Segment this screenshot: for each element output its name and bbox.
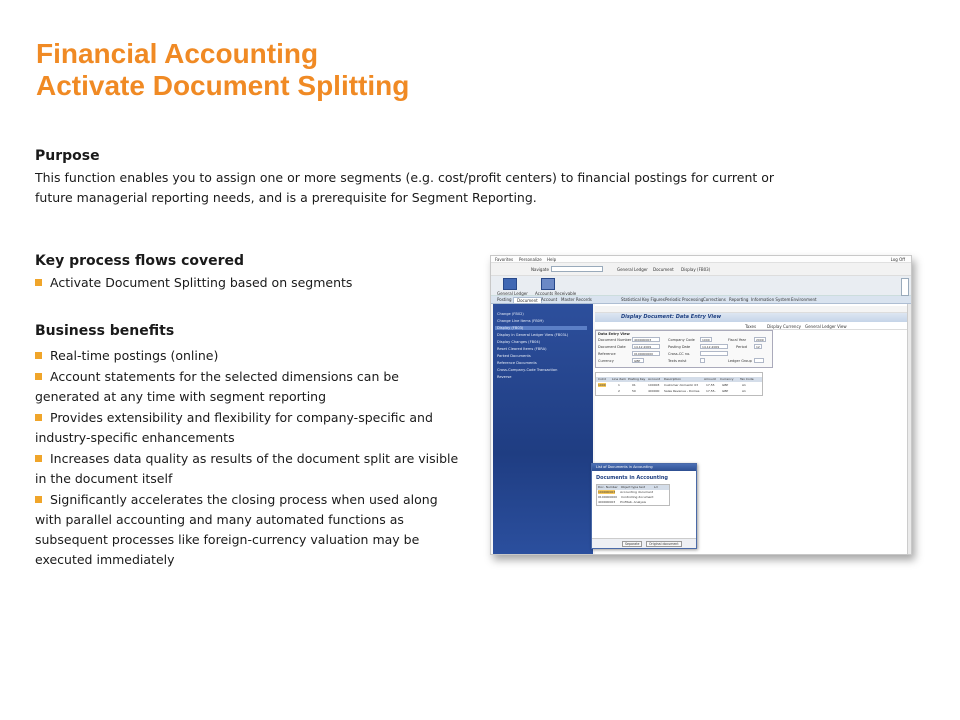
cell: GBP	[722, 389, 729, 393]
left-nav-item-selected[interactable]: Display (FB03)	[495, 326, 587, 330]
popup-title: Documents in Accounting	[596, 475, 668, 481]
left-nav-item[interactable]: Parked Documents	[497, 354, 531, 358]
bullet-icon	[35, 455, 42, 462]
cell: 1000	[598, 383, 606, 387]
cell: 17,55-	[706, 389, 716, 393]
purpose-text-line-2: future managerial reporting needs, and is a prerequisite for Segment Reporting.	[35, 190, 537, 205]
table-row[interactable]	[596, 389, 762, 394]
line-items-grid	[595, 372, 763, 396]
fiscal-year-label: Fiscal Year	[728, 338, 747, 342]
left-nav-item[interactable]: Display in General Ledger View (FB03L)	[497, 333, 569, 337]
col-currency[interactable]: Currency	[720, 377, 734, 381]
sap-screenshot	[490, 255, 912, 555]
left-nav-item[interactable]: Change (FB02)	[497, 312, 524, 316]
taxes-button[interactable]: Taxes	[745, 324, 757, 329]
table-row[interactable]: 100000003 Accounting document	[598, 490, 653, 494]
col-description[interactable]: Description	[664, 377, 682, 381]
bullet-icon	[35, 279, 42, 286]
sap-workcenter-bar	[491, 276, 911, 296]
cell: Sales Revenue - Domes	[664, 389, 700, 393]
bullet-icon	[35, 373, 42, 380]
general-ledger-label[interactable]: General Ledger	[497, 291, 528, 296]
benefits-heading: Business benefits	[35, 323, 175, 339]
benefits-list	[35, 346, 465, 571]
doc-number-label: Document Number	[598, 338, 632, 342]
reference-field[interactable]: 0100000000	[632, 351, 660, 356]
title-line-2: Activate Document Splitting	[36, 70, 410, 101]
cell: 2	[618, 389, 620, 393]
doc-date-label: Document Date	[598, 345, 626, 349]
slide-title	[36, 38, 409, 102]
popup-table-header: Doc. Number Object type text Ld	[597, 485, 669, 490]
left-nav-item[interactable]: Cross-Company-Code Transaction	[497, 368, 558, 372]
col-tax-code[interactable]: Tax Code	[740, 377, 754, 381]
sap-app-toolbar	[595, 322, 909, 330]
cell: 400000	[648, 389, 660, 393]
menu-item-help[interactable]: Help	[547, 257, 557, 262]
general-ledger-icon[interactable]	[503, 278, 517, 290]
list-item: Increases data quality as results of the document split are visible in the document itself	[35, 451, 459, 486]
cross-cc-label: Cross-CC no.	[668, 352, 691, 356]
tab-periodic-processing[interactable]: Periodic Processing	[665, 297, 704, 302]
cell: A1	[742, 389, 746, 393]
texts-exist-checkbox[interactable]	[700, 358, 705, 363]
general-ledger-view-button[interactable]: General Ledger View	[805, 324, 847, 329]
list-item: Real-time postings (online)	[35, 346, 465, 366]
sap-menu-bar	[491, 256, 911, 263]
tab-statistical-key-figures[interactable]: Statistical Key Figures	[621, 297, 665, 302]
cell: GBP	[722, 383, 729, 387]
nav-label: Navigate	[531, 267, 549, 272]
accounts-receivable-icon[interactable]	[541, 278, 555, 290]
cell: 50	[632, 389, 636, 393]
posting-date-field[interactable]: 14.12.2009	[700, 344, 728, 349]
tab-document[interactable]: Document	[513, 297, 542, 303]
col-amount[interactable]: Amount	[704, 377, 716, 381]
documents-popup	[591, 463, 697, 549]
popup-table	[596, 484, 670, 506]
col-account[interactable]: Account	[648, 377, 661, 381]
purpose-heading: Purpose	[35, 148, 100, 164]
tab-account[interactable]: Account	[541, 297, 558, 302]
table-row[interactable]: 0100000000 Controlling document	[598, 495, 654, 499]
doc-date-field[interactable]: 14.12.2009	[632, 344, 660, 349]
accounts-receivable-label[interactable]: Accounts Receivable	[535, 291, 577, 296]
cell: 01	[632, 383, 636, 387]
period-field[interactable]: 12	[754, 344, 762, 349]
col-posting-key[interactable]: Posting Key	[628, 377, 646, 381]
table-row[interactable]: 400000003 Profitab. Analysis	[598, 500, 646, 504]
col-cocd[interactable]: CoCd	[598, 377, 606, 381]
cell: A1	[742, 383, 746, 387]
sap-left-nav	[493, 304, 593, 554]
cell: Customer domestic 03	[664, 383, 699, 387]
period-label: Period	[736, 345, 747, 349]
tab-environment[interactable]: Environment	[791, 297, 817, 302]
cell: 1	[618, 383, 620, 387]
cell: 17,55	[706, 383, 715, 387]
nav-search-input[interactable]	[551, 266, 603, 272]
list-item: Significantly accelerates the closing process when used along with parallel accounting and many automated functions as subsequent processes like foreign-currency valuation may be executed immediately	[35, 492, 438, 567]
key-flows-heading: Key process flows covered	[35, 253, 245, 269]
reference-label: Reference	[598, 352, 616, 356]
nav-crumb-ledger[interactable]: General Ledger	[617, 267, 648, 272]
nav-crumb-document[interactable]: Document	[653, 267, 674, 272]
bullet-icon	[35, 352, 42, 359]
company-code-field[interactable]: 1000	[700, 337, 712, 342]
posting-date-label: Posting Date	[668, 345, 691, 349]
vertical-scrollbar[interactable]	[907, 304, 911, 554]
left-nav-item[interactable]: Reset Cleared Items (FBRA)	[497, 347, 547, 351]
popup-button-bar	[592, 538, 696, 548]
title-line-1: Financial Accounting	[36, 38, 319, 69]
company-code-label: Company Code	[668, 338, 695, 342]
left-nav-item[interactable]: Reverse	[497, 375, 512, 379]
display-currency-button[interactable]: Display Currency	[767, 324, 802, 329]
currency-field[interactable]: GBP	[632, 358, 644, 363]
list-item: Account statements for the selected dimensions can be generated at any time with segment reporting	[35, 369, 399, 404]
list-item: Provides extensibility and flexibility for company-specific and industry-specific enhancements	[35, 410, 433, 445]
data-entry-form	[595, 330, 773, 368]
ledger-group-label: Ledger Group	[728, 359, 752, 363]
texts-exist-label: Texts exist	[668, 359, 687, 363]
sap-screen-heading: Display Document: Data Entry View	[595, 313, 909, 322]
key-flows-list	[35, 273, 465, 294]
doc-number-field[interactable]: 400000003	[632, 337, 660, 342]
currency-label: Currency	[598, 359, 614, 363]
table-row[interactable]	[596, 383, 762, 388]
logoff-link[interactable]: Log Off	[890, 257, 905, 262]
cell: 100003	[648, 383, 660, 387]
left-nav-item[interactable]: Reference Documents	[497, 361, 537, 365]
col-line-item[interactable]: Line item	[612, 377, 626, 381]
left-nav-item[interactable]: Change Line Items (FB09)	[497, 319, 544, 323]
menu-item-favorites[interactable]: Favorites	[495, 257, 514, 262]
ledger-group-field[interactable]	[754, 358, 764, 363]
separate-button[interactable]: Separate	[622, 541, 642, 547]
tab-master-records[interactable]: Master Records	[561, 297, 592, 302]
grid-header	[596, 377, 762, 382]
list-item: Activate Document Splitting based on segments	[35, 273, 465, 293]
sap-tab-strip	[491, 296, 911, 304]
sap-toolbar	[595, 306, 909, 313]
fiscal-year-field[interactable]: 2009	[754, 337, 766, 342]
purpose-text-line-1: This function enables you to assign one or more segments (e.g. cost/profit centers) to financial postings for current or	[35, 170, 775, 185]
menu-item-personalize[interactable]: Personalize	[519, 257, 542, 262]
original-document-button[interactable]: Original document	[646, 541, 682, 547]
sap-nav-bar	[491, 263, 911, 276]
nav-crumb-display[interactable]: Display (FB03)	[681, 267, 711, 272]
tab-information-system[interactable]: Information System	[751, 297, 791, 302]
tab-reporting[interactable]: Reporting	[729, 297, 749, 302]
tab-posting[interactable]: Posting	[497, 297, 512, 302]
bullet-icon	[35, 496, 42, 503]
bullet-icon	[35, 414, 42, 421]
tab-corrections[interactable]: Corrections	[703, 297, 726, 302]
purpose-text	[35, 168, 940, 208]
popup-title-bar[interactable]: List of Documents in Accounting	[592, 464, 696, 471]
left-nav-item[interactable]: Display Changes (FB04)	[497, 340, 541, 344]
form-section-title: Data Entry View	[598, 332, 630, 336]
cross-cc-field[interactable]	[700, 351, 728, 356]
scroll-handle-icon[interactable]	[901, 278, 909, 296]
